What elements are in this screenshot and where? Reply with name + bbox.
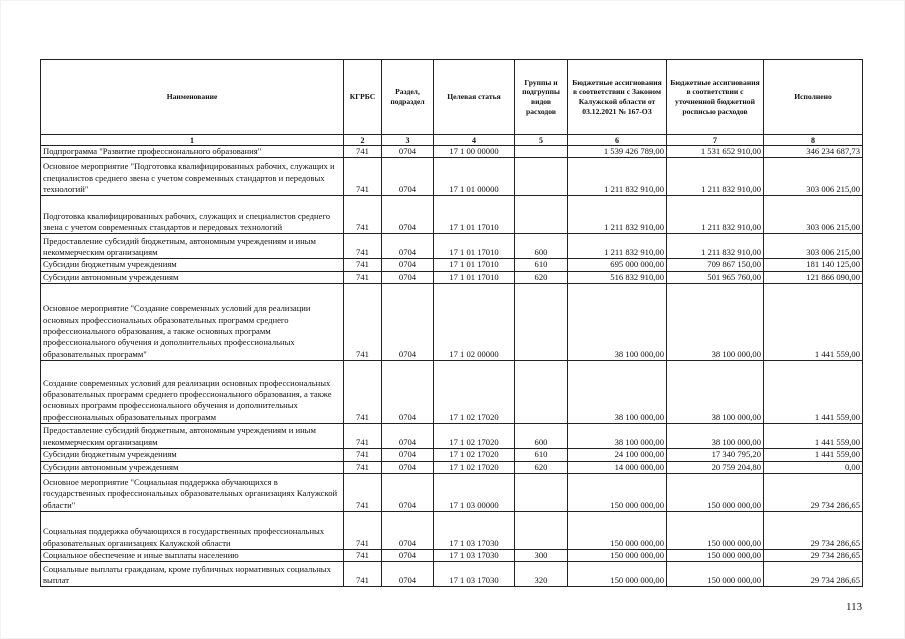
row-group: 620 (515, 271, 568, 283)
row-name: Подготовка квалифицированных рабочих, служащих и специалистов среднего звена с учетом современных стандартов и передовых технологий (41, 196, 344, 234)
row-law: 1 539 426 789,00 (568, 146, 667, 158)
row-name: Социальные выплаты гражданам, кроме публичных нормативных социальных выплат (41, 562, 344, 587)
row-name: Субсидии бюджетным учреждениям (41, 449, 344, 461)
row-target: 17 1 01 17010 (434, 259, 515, 271)
row-group (515, 146, 568, 158)
table-row (41, 512, 863, 550)
row-executed: 303 006 215,00 (764, 234, 863, 259)
row-law: 695 000 000,00 (568, 259, 667, 271)
row-executed: 181 140 125,00 (764, 259, 863, 271)
row-name: Субсидии бюджетным учреждениям (41, 259, 344, 271)
row-section: 0704 (382, 259, 434, 271)
column-number-row (41, 135, 863, 146)
row-revised: 38 100 000,00 (667, 361, 764, 424)
row-law: 14 000 000,00 (568, 461, 667, 473)
table-row (41, 550, 863, 562)
row-name: Основное мероприятие "Социальная поддержка обучающихся в государственных профессиональных образовательных организациях Калужской области" (41, 474, 344, 512)
row-name: Создание современных условий для реализации основных профессиональных образовательных программ среднего профессионального образования, а также основных программ профессионального обучения и дополнительных профессиональных образовательных программ (41, 361, 344, 424)
row-group: 620 (515, 461, 568, 473)
header-groups: Группы и подгруппы видов расходов (515, 60, 568, 135)
row-executed: 1 441 559,00 (764, 449, 863, 461)
row-kgrbs: 741 (344, 424, 382, 449)
row-target: 17 1 00 00000 (434, 146, 515, 158)
row-executed: 29 734 286,65 (764, 550, 863, 562)
row-group (515, 474, 568, 512)
row-kgrbs: 741 (344, 361, 382, 424)
header-target: Целевая статья (434, 60, 515, 135)
row-kgrbs: 741 (344, 550, 382, 562)
row-section: 0704 (382, 461, 434, 473)
row-section: 0704 (382, 146, 434, 158)
table-row (41, 449, 863, 461)
row-kgrbs: 741 (344, 449, 382, 461)
row-target: 17 1 01 17010 (434, 271, 515, 283)
header-row (41, 60, 863, 135)
row-revised: 150 000 000,00 (667, 474, 764, 512)
table-row (41, 196, 863, 234)
row-law: 1 211 832 910,00 (568, 234, 667, 259)
row-kgrbs: 741 (344, 562, 382, 587)
row-section: 0704 (382, 284, 434, 361)
row-section: 0704 (382, 550, 434, 562)
row-section: 0704 (382, 449, 434, 461)
row-kgrbs: 741 (344, 196, 382, 234)
row-law: 150 000 000,00 (568, 512, 667, 550)
row-section: 0704 (382, 196, 434, 234)
table-row (41, 284, 863, 361)
row-law: 1 211 832 910,00 (568, 158, 667, 196)
table-row (41, 158, 863, 196)
row-name: Социальное обеспечение и иные выплаты населению (41, 550, 344, 562)
row-target: 17 1 01 17010 (434, 196, 515, 234)
column-number: 5 (515, 135, 568, 146)
row-law: 38 100 000,00 (568, 424, 667, 449)
row-law: 150 000 000,00 (568, 474, 667, 512)
row-kgrbs: 741 (344, 259, 382, 271)
row-group: 610 (515, 449, 568, 461)
row-section: 0704 (382, 158, 434, 196)
table-row (41, 259, 863, 271)
row-executed: 346 234 687,73 (764, 146, 863, 158)
table-row (41, 474, 863, 512)
table-row (41, 562, 863, 587)
row-target: 17 1 02 00000 (434, 284, 515, 361)
row-group: 610 (515, 259, 568, 271)
column-number: 6 (568, 135, 667, 146)
row-name: Предоставление субсидий бюджетным, автономным учреждениям и иным некоммерческим организациям (41, 424, 344, 449)
row-target: 17 1 02 17020 (434, 361, 515, 424)
column-number: 4 (434, 135, 515, 146)
column-number: 8 (764, 135, 863, 146)
row-group (515, 361, 568, 424)
row-revised: 17 340 795,20 (667, 449, 764, 461)
row-target: 17 1 02 17020 (434, 449, 515, 461)
row-section: 0704 (382, 424, 434, 449)
row-group (515, 196, 568, 234)
row-executed: 29 734 286,65 (764, 562, 863, 587)
row-target: 17 1 02 17020 (434, 461, 515, 473)
row-executed: 1 441 559,00 (764, 361, 863, 424)
table-row (41, 146, 863, 158)
row-law: 38 100 000,00 (568, 361, 667, 424)
table-row (41, 234, 863, 259)
row-executed: 0,00 (764, 461, 863, 473)
table-row (41, 361, 863, 424)
row-target: 17 1 03 17030 (434, 550, 515, 562)
row-revised: 150 000 000,00 (667, 550, 764, 562)
column-number: 1 (41, 135, 344, 146)
row-group: 600 (515, 234, 568, 259)
row-executed: 303 006 215,00 (764, 158, 863, 196)
row-executed: 303 006 215,00 (764, 196, 863, 234)
row-group: 600 (515, 424, 568, 449)
row-revised: 38 100 000,00 (667, 284, 764, 361)
row-kgrbs: 741 (344, 461, 382, 473)
column-number: 3 (382, 135, 434, 146)
column-number: 2 (344, 135, 382, 146)
row-law: 150 000 000,00 (568, 550, 667, 562)
row-group (515, 158, 568, 196)
header-kgrbs: КГРБС (344, 60, 382, 135)
row-section: 0704 (382, 271, 434, 283)
row-executed: 1 441 559,00 (764, 424, 863, 449)
row-group: 300 (515, 550, 568, 562)
row-name: Основное мероприятие "Подготовка квалифицированных рабочих, служащих и специалистов среднего звена с учетом современных стандартов и передовых технологий" (41, 158, 344, 196)
row-kgrbs: 741 (344, 234, 382, 259)
row-name: Основное мероприятие "Создание современных условий для реализации основных профессиональных образовательных программ среднего профессионального образования, а также основных программ профессионального обучения и дополнительных профессиональных образовательных программ" (41, 284, 344, 361)
row-section: 0704 (382, 562, 434, 587)
row-executed: 121 866 090,00 (764, 271, 863, 283)
row-revised: 20 759 204,80 (667, 461, 764, 473)
row-revised: 150 000 000,00 (667, 512, 764, 550)
row-kgrbs: 741 (344, 474, 382, 512)
row-section: 0704 (382, 474, 434, 512)
row-law: 38 100 000,00 (568, 284, 667, 361)
row-target: 17 1 01 00000 (434, 158, 515, 196)
row-target: 17 1 01 17010 (434, 234, 515, 259)
row-name: Социальная поддержка обучающихся в государственных профессиональных образовательных организациях Калужской области (41, 512, 344, 550)
row-revised: 709 867 150,00 (667, 259, 764, 271)
page-number: 113 (846, 601, 863, 613)
row-law: 24 100 000,00 (568, 449, 667, 461)
header-executed: Исполнено (764, 60, 863, 135)
row-section: 0704 (382, 512, 434, 550)
row-name: Предоставление субсидий бюджетным, автономным учреждениям и иным некоммерческим организациям (41, 234, 344, 259)
row-kgrbs: 741 (344, 158, 382, 196)
row-section: 0704 (382, 361, 434, 424)
row-group (515, 512, 568, 550)
row-name: Субсидии автономным учреждениям (41, 271, 344, 283)
row-revised: 1 211 832 910,00 (667, 234, 764, 259)
row-kgrbs: 741 (344, 146, 382, 158)
row-target: 17 1 03 17030 (434, 562, 515, 587)
row-revised: 501 965 760,00 (667, 271, 764, 283)
row-group (515, 284, 568, 361)
row-name: Подпрограмма "Развитие профессионального образования" (41, 146, 344, 158)
column-number: 7 (667, 135, 764, 146)
row-executed: 29 734 286,65 (764, 474, 863, 512)
row-name: Субсидии автономным учреждениям (41, 461, 344, 473)
row-target: 17 1 03 17030 (434, 512, 515, 550)
header-section: Раздел, подраздел (382, 60, 434, 135)
row-kgrbs: 741 (344, 284, 382, 361)
row-target: 17 1 03 00000 (434, 474, 515, 512)
table-row (41, 461, 863, 473)
row-law: 1 211 832 910,00 (568, 196, 667, 234)
row-target: 17 1 02 17020 (434, 424, 515, 449)
header-law: Бюджетные ассигнования в соответствии с Законом Калужской области от 03.12.2021 № 167-ОЗ (568, 60, 667, 135)
row-revised: 150 000 000,00 (667, 562, 764, 587)
row-section: 0704 (382, 234, 434, 259)
row-executed: 29 734 286,65 (764, 512, 863, 550)
row-revised: 1 531 652 910,00 (667, 146, 764, 158)
row-kgrbs: 741 (344, 271, 382, 283)
row-law: 516 832 910,00 (568, 271, 667, 283)
table-row (41, 271, 863, 283)
row-revised: 1 211 832 910,00 (667, 158, 764, 196)
row-group: 320 (515, 562, 568, 587)
row-law: 150 000 000,00 (568, 562, 667, 587)
header-name: Наименование (41, 60, 344, 135)
budget-table (40, 59, 863, 587)
table-row (41, 424, 863, 449)
row-kgrbs: 741 (344, 512, 382, 550)
row-executed: 1 441 559,00 (764, 284, 863, 361)
row-revised: 38 100 000,00 (667, 424, 764, 449)
header-revised: Бюджетные ассигнования в соответствии с уточненной бюджетной росписью расходов (667, 60, 764, 135)
row-revised: 1 211 832 910,00 (667, 196, 764, 234)
